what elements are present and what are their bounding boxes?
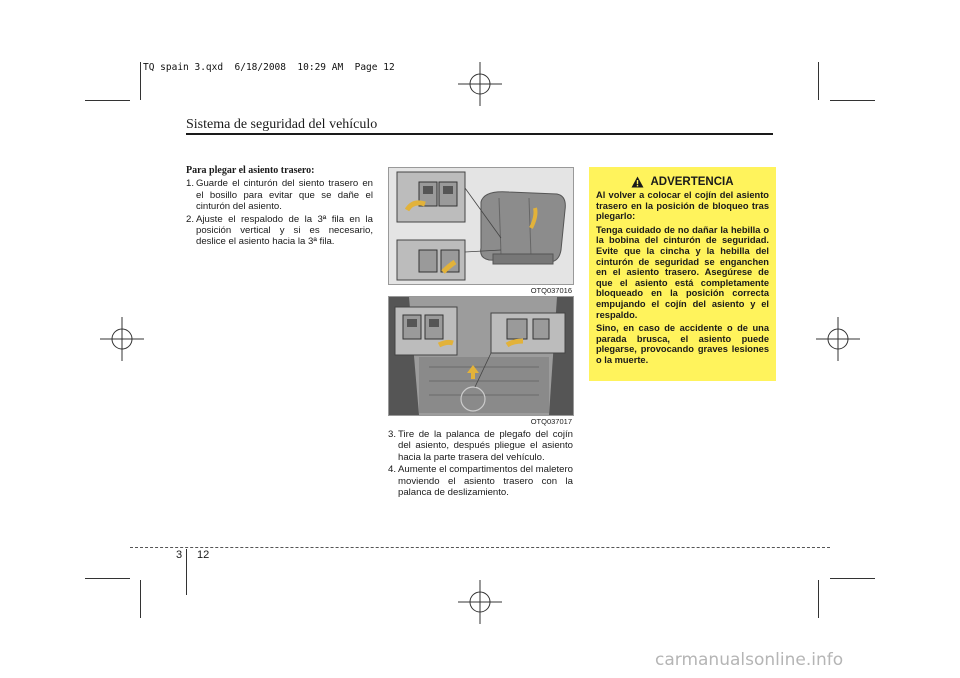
chapter-number: 3 bbox=[176, 549, 183, 561]
warning-box bbox=[589, 167, 776, 381]
header-rule bbox=[186, 133, 773, 135]
registration-mark-icon bbox=[458, 580, 502, 624]
registration-mark-icon bbox=[816, 317, 860, 361]
section-title: Sistema de seguridad del vehículo bbox=[186, 117, 378, 132]
cargo-illustration bbox=[389, 297, 573, 415]
print-header: TQ spain 3.qxd 6/18/2008 10:29 AM Page 12 bbox=[143, 62, 395, 73]
step-text: Aumente el compartimentos del maletero moviendo el asiento trasero con la palanca de deslizamiento. bbox=[398, 464, 573, 499]
step-number: 1. bbox=[186, 178, 195, 190]
figure-caption: OTQ037017 bbox=[530, 417, 572, 426]
instructions-heading: Para plegar el asiento trasero: bbox=[186, 165, 315, 176]
warning-triangle-icon bbox=[631, 176, 644, 188]
registration-mark-icon bbox=[100, 317, 144, 361]
step-number: 2. bbox=[186, 213, 195, 225]
warning-paragraph: Sino, en caso de accidente o de una parada brusca, el asiento puede plegarse, provocando graves lesiones o la muerte. bbox=[596, 323, 769, 365]
footer-separator bbox=[186, 549, 187, 595]
step-number: 4. bbox=[388, 464, 397, 476]
left-column bbox=[186, 165, 373, 249]
crop-mark bbox=[830, 100, 875, 101]
crop-mark bbox=[85, 578, 130, 579]
list-item bbox=[186, 214, 373, 248]
crop-mark bbox=[85, 100, 130, 101]
watermark: carmanualsonline.info bbox=[655, 650, 844, 670]
middle-column bbox=[388, 429, 573, 499]
crop-mark bbox=[140, 580, 141, 618]
warning-paragraph: Tenga cuidado de no dañar la hebilla o la bobina del cinturón de seguridad. Evite que la cincha y la hebilla del cinturón de seguridad se enganchen en el asiento trasero. Asegúrese de que el asiento está completamente bloqueado en la posición correcta empujando el cojín del asiento y el respaldo. bbox=[596, 224, 769, 320]
crop-mark bbox=[818, 580, 819, 618]
step-text: Tire de la palanca de plegafo del cojín del asiento, después pliegue el asiento hacia la parte trasera del vehículo. bbox=[398, 429, 573, 463]
figure-folding-lever bbox=[388, 167, 574, 285]
list-item bbox=[186, 178, 373, 212]
warning-title: ADVERTENCIA bbox=[650, 176, 734, 188]
warning-header bbox=[589, 176, 776, 188]
step-text: Guarde el cinturón del siento trasero en el bosillo para evitar que se dañe el cinturón del asiento. bbox=[196, 178, 373, 213]
registration-mark-icon bbox=[458, 62, 502, 106]
warning-body bbox=[596, 190, 769, 366]
seat-illustration bbox=[389, 168, 573, 284]
list-item bbox=[388, 464, 573, 498]
step-text: Ajuste el respalodo de la 3ª fila en la posición vertical y si es necesario, deslice el asiento hacia la 3ª fila. bbox=[196, 213, 373, 248]
crop-mark bbox=[818, 62, 819, 100]
step-number: 3. bbox=[388, 429, 397, 440]
figure-caption: OTQ037016 bbox=[530, 286, 572, 295]
crop-mark bbox=[830, 578, 875, 579]
crop-mark bbox=[140, 62, 141, 100]
list-item bbox=[388, 429, 573, 463]
page-number: 12 bbox=[197, 549, 210, 561]
footer-rule bbox=[130, 547, 830, 548]
figure-cargo-area bbox=[388, 296, 574, 416]
warning-paragraph: Al volver a colocar el cojín del asiento trasero en la posición de bloqueo tras plegarlo: bbox=[596, 190, 769, 222]
